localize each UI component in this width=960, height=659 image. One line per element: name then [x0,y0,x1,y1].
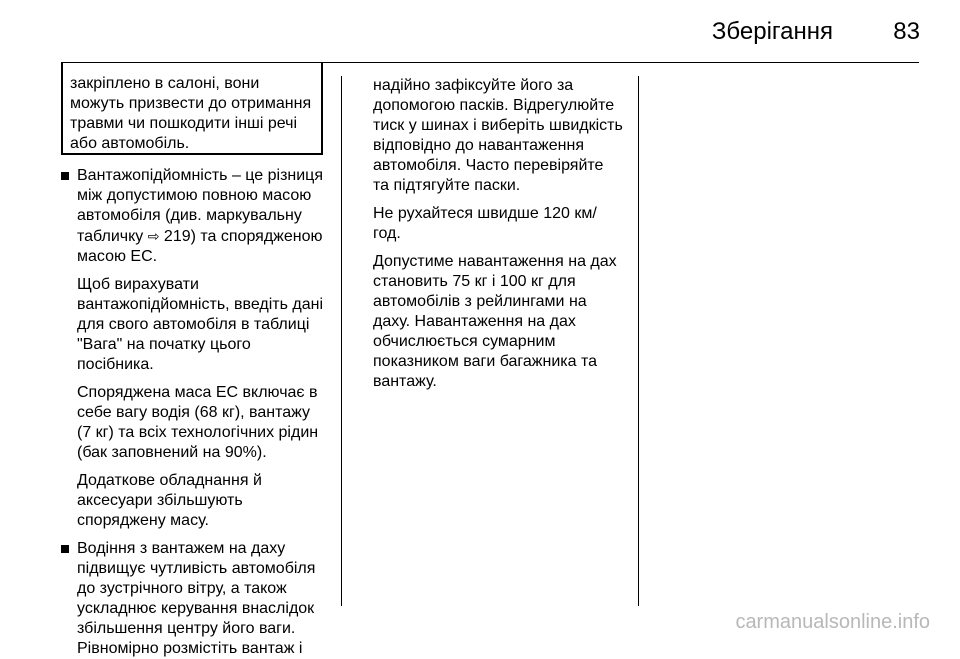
text-fragment: табличку [77,228,148,245]
text-line: аксесуари збільшують [77,492,243,509]
text-line: "Вага" на початку цього [77,336,251,353]
warning-line: або автомобіль. [70,135,190,152]
text-line: (бак заповнений на 90%). [77,444,267,461]
text-line: автомобілів з рейлингами на [373,293,587,310]
text-line: (7 кг) та всіх технологічних рідин [77,424,319,441]
page-reference: 219) та спорядженою [163,228,323,245]
arrow-icon[interactable]: ⇨ [147,228,160,244]
text-line: автомобіля. Часто перевіряйте [373,157,604,174]
text-line: споряджену масу. [77,512,209,529]
bullet-item-roof-load [61,539,341,659]
warning-line: травми чи пошкодити інші речі [70,115,298,132]
text-line: становить 75 кг і 100 кг для [373,273,576,290]
text-line: вантажу. [373,373,437,390]
text-line: між допустимою повною масою [77,187,312,204]
text-line: підвищує чутливість автомобіля [77,560,316,577]
middle-column [373,76,635,392]
text-line: та підтягуйте паски. [373,177,521,194]
text-line: до зустрічного вітру, а також [77,580,287,597]
text-line: вантажопідйомність, введіть дані [77,296,324,313]
text-line: Споряджена маса ЕС включає в [77,384,318,401]
text-line: год. [373,225,401,242]
text-line: Додаткове обладнання й [77,472,262,489]
bullet-item-load-capacity [61,166,341,531]
text-line: допомогою пасків. Відрегулюйте [373,97,615,114]
text-line: ускладнює керування внаслідок [77,600,315,617]
text-line: посібника. [77,356,154,373]
bullet-square-icon [61,172,69,180]
text-line: даху. Навантаження на дах [373,313,576,330]
text-line: Рівномірно розмістіть вантаж і [77,640,303,657]
left-column [61,166,341,659]
warning-text [70,74,320,154]
page-title: Зберігання [711,18,833,45]
column-divider [638,76,639,606]
text-line: тиск у шинах і виберіть швидкість [373,117,623,134]
column-divider [341,76,342,606]
text-line: Водіння з вантажем на даху [77,540,286,557]
text-line: себе вагу водія (68 кг), вантажу [77,404,311,421]
text-line: показником ваги багажника та [373,353,597,370]
warning-line: закріплено в салоні, вони [70,75,260,92]
text-line: обчислюється сумарним [373,333,556,350]
text-line: для свого автомобіля в таблиці [77,316,310,333]
text-line: автомобіля (див. маркувальну [77,207,302,224]
text-line: Допустиме навантаження на дах [373,253,617,270]
text-line: масою ЕС. [77,248,158,265]
text-line: Не рухайтеся швидше 120 км/ [373,205,597,222]
text-line: збільшення центру його ваги. [77,620,296,637]
text-line: відповідно до навантаження [373,137,584,154]
text-line: надійно зафіксуйте його за [373,77,574,94]
text-line: Вантажопідйомність – це різниця [77,167,324,184]
text-line: Щоб вирахувати [77,276,199,293]
watermark: carmanualsonline.info [735,611,930,633]
warning-line: можуть призвести до отримання [70,95,312,112]
text-line [77,226,341,247]
bullet-square-icon [61,545,69,553]
page-number: 83 [893,18,920,45]
